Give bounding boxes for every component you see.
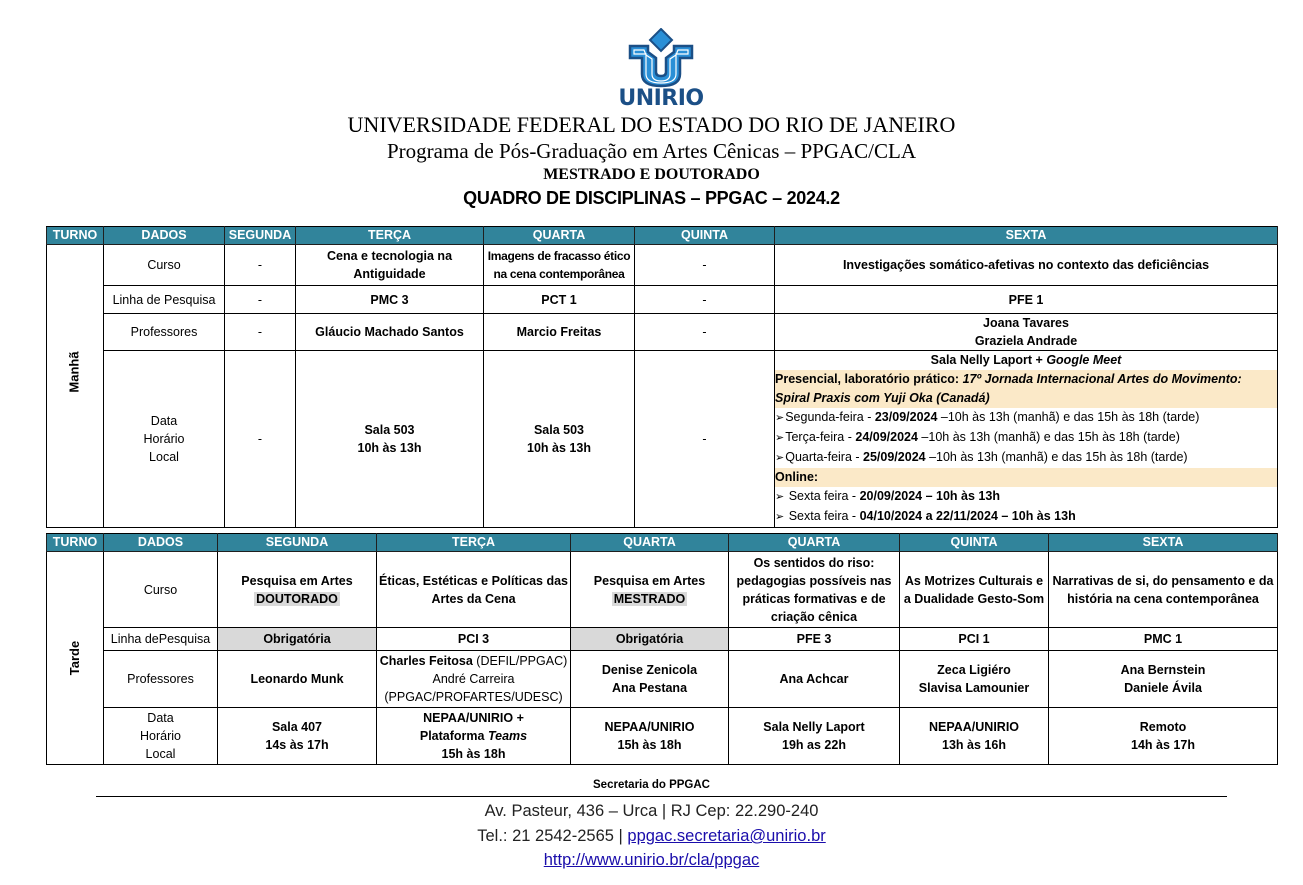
- cell-quarta-local: [484, 351, 635, 528]
- page-title: QUADRO DE DISCIPLINAS – PPGAC – 2024.2: [463, 188, 840, 208]
- cell-quinta-curso: -: [635, 245, 775, 286]
- col-header-quinta: QUINTA: [900, 534, 1049, 552]
- professor-name: Graziela Andrade: [974, 334, 1078, 348]
- footer-divider: [96, 796, 1227, 797]
- unirio-emblem-icon: [608, 28, 714, 88]
- session-date: 04/10/2024 a 22/11/2024 – 10h às 13h: [859, 509, 1076, 523]
- cell-quarta2-professores: Ana Achcar: [729, 651, 900, 708]
- col-header-terca: TERÇA: [296, 227, 484, 245]
- cell-quarta-curso: [571, 552, 729, 628]
- label-local: Local: [149, 450, 179, 464]
- row-label-curso: Curso: [104, 245, 225, 286]
- local-platform: Google Meet: [1046, 353, 1122, 367]
- university-name: UNIVERSIDADE FEDERAL DO ESTADO DO RIO DE JANEIRO: [347, 112, 956, 137]
- table-header-row: [47, 227, 1278, 245]
- session-date: 20/09/2024 – 10h às 13h: [859, 489, 1000, 503]
- session-day: Sexta feira -: [785, 509, 860, 523]
- time: 13h às 16h: [942, 738, 1006, 752]
- presencial-line: [775, 370, 1277, 389]
- time: 19h as 22h: [782, 738, 846, 752]
- session-item: [775, 408, 1277, 428]
- cell-terca-professores: Gláucio Machado Santos: [296, 314, 484, 351]
- row-label-linha: Linha de Pesquisa: [104, 286, 225, 314]
- arrow-bullet-icon: ➢: [775, 432, 785, 444]
- col-header-quarta: QUARTA: [484, 227, 635, 245]
- cell-segunda-professores: Leonardo Munk: [218, 651, 377, 708]
- table-row-local: [47, 351, 1278, 528]
- row-label-linha: Linha dePesquisa: [104, 628, 218, 651]
- col-header-turno: TURNO: [47, 227, 104, 245]
- presencial-event: 17º Jornada Internacional Artes do Movimento:: [962, 372, 1242, 386]
- row-label-professores: Professores: [104, 651, 218, 708]
- cell-quarta-professores: [571, 651, 729, 708]
- professor-name: Ana Pestana: [611, 681, 688, 695]
- professor-name: Denise Zenicola: [601, 663, 698, 677]
- cell-quinta-linha: -: [635, 286, 775, 314]
- col-header-dados: DADOS: [104, 227, 225, 245]
- sexta-local-title: [775, 351, 1277, 370]
- cell-quinta-professores: [900, 651, 1049, 708]
- col-header-terca: TERÇA: [377, 534, 571, 552]
- cell-quarta-local: [571, 708, 729, 765]
- professor-name: Joana Tavares: [983, 316, 1069, 330]
- cell-sexta-linha: PMC 1: [1049, 628, 1278, 651]
- cell-quinta-local: -: [635, 351, 775, 528]
- session-day: Terça-feira -: [785, 430, 856, 444]
- footer-phone: Tel.: 21 2542-2565 |: [477, 827, 628, 845]
- cell-terca-linha: PMC 3: [296, 286, 484, 314]
- turno-label: Manhã: [66, 351, 82, 393]
- cell-terca-curso: Éticas, Estéticas e Políticas das Artes da Cena: [377, 552, 571, 628]
- col-header-sexta: SEXTA: [775, 227, 1278, 245]
- footer-secretaria: Secretaria do PPGAC: [593, 779, 710, 791]
- turno-cell: [47, 245, 104, 528]
- professor-name: Ana Bernstein: [1120, 663, 1206, 677]
- footer-website: [0, 851, 1303, 870]
- room: Sala Nelly Laport: [763, 720, 865, 734]
- cell-segunda-linha: -: [225, 286, 296, 314]
- cell-terca-professores: [377, 651, 571, 708]
- online-session-item: [775, 487, 1277, 507]
- cell-sexta-curso: Narrativas de si, do pensamento e da história na cena contemporânea: [1049, 552, 1278, 628]
- table-row-curso: [47, 552, 1278, 628]
- cell-segunda-curso: [218, 552, 377, 628]
- website-link[interactable]: http://www.unirio.br/cla/ppgac: [543, 851, 760, 869]
- cell-terca-local: [377, 708, 571, 765]
- label-horario: Horário: [140, 729, 181, 743]
- cell-sexta-curso: Investigações somático-afetivas no contexto das deficiências: [775, 245, 1278, 286]
- session-item: [775, 448, 1277, 468]
- cell-quinta-local: [900, 708, 1049, 765]
- table-row-local: [47, 708, 1278, 765]
- arrow-bullet-icon: ➢: [775, 491, 785, 503]
- online-session-item: [775, 507, 1277, 527]
- footer-contact: [0, 827, 1303, 846]
- presencial-label: Presencial, laboratório prático:: [775, 372, 963, 386]
- label-data: Data: [150, 414, 178, 428]
- arrow-bullet-icon: ➢: [775, 511, 785, 523]
- cell-quarta-curso: Imagens de fracasso ético na cena contemporânea: [484, 245, 635, 286]
- col-header-turno: TURNO: [47, 534, 104, 552]
- cell-segunda-professores: -: [225, 314, 296, 351]
- cell-quinta-curso: As Motrizes Culturais e a Dualidade Gesto-Som: [900, 552, 1049, 628]
- course-level-badge: MESTRADO: [613, 591, 686, 606]
- course-name: Pesquisa em Artes: [241, 573, 353, 588]
- program-name: Programa de Pós-Graduação em Artes Cênicas – PPGAC/CLA: [387, 139, 916, 163]
- session-day: Quarta-feira -: [785, 450, 864, 464]
- online-label: Online:: [775, 468, 1277, 487]
- platform-label: Plataforma: [419, 729, 488, 743]
- cell-quinta-linha: PCI 1: [900, 628, 1049, 651]
- cell-sexta-professores: [1049, 651, 1278, 708]
- cell-segunda-local: -: [225, 351, 296, 528]
- table-row-linha: [47, 628, 1278, 651]
- email-link[interactable]: ppgac.secretaria@unirio.br: [627, 827, 826, 845]
- session-date: 23/09/2024: [874, 410, 938, 424]
- logo-text: UNIRIO: [618, 86, 704, 111]
- col-header-quarta-2: QUARTA: [729, 534, 900, 552]
- table-row-professores: [47, 314, 1278, 351]
- cell-terca-local: [296, 351, 484, 528]
- presencial-event-line2: Spiral Praxis com Yuji Oka (Canadá): [775, 389, 1277, 408]
- professor-affiliation: (PPGAC/PROFARTES/UDESC): [384, 690, 563, 704]
- turno-label: Tarde: [67, 640, 82, 676]
- cell-segunda-curso: -: [225, 245, 296, 286]
- room: Remoto: [1139, 720, 1187, 734]
- row-label-data-horario-local: [104, 708, 218, 765]
- time: 10h às 13h: [357, 441, 422, 455]
- col-header-segunda: SEGUNDA: [225, 227, 296, 245]
- col-header-quinta: QUINTA: [635, 227, 775, 245]
- label-data: Data: [147, 711, 174, 725]
- professor-name: André Carreira: [432, 672, 515, 686]
- cell-sexta-linha: PFE 1: [775, 286, 1278, 314]
- professor-name: Daniele Ávila: [1124, 681, 1202, 695]
- cell-quarta-linha: Obrigatória: [571, 628, 729, 651]
- session-time: –10h às 13h (manhã) e das 15h às 18h (tarde): [917, 430, 1180, 444]
- table-header-row: [47, 534, 1278, 552]
- program-level: MESTRADO E DOUTORADO: [543, 166, 760, 183]
- footer-address: Av. Pasteur, 436 – Urca | RJ Cep: 22.290-240: [484, 802, 819, 820]
- cell-sexta-local: [1049, 708, 1278, 765]
- arrow-bullet-icon: ➢: [775, 412, 785, 424]
- cell-sexta-local: [775, 351, 1278, 528]
- session-time: –10h às 13h (manhã) e das 15h às 18h (tarde): [937, 410, 1200, 424]
- cell-quarta-professores: Marcio Freitas: [484, 314, 635, 351]
- time: 15h às 18h: [441, 747, 506, 761]
- course-name: Pesquisa em Artes: [593, 573, 706, 588]
- professor-name: Zeca Ligiéro: [937, 663, 1011, 677]
- cell-quarta-linha: PCT 1: [484, 286, 635, 314]
- col-header-segunda: SEGUNDA: [218, 534, 377, 552]
- room: Sala 407: [271, 720, 323, 734]
- cell-quinta-professores: -: [635, 314, 775, 351]
- cell-segunda-linha: Obrigatória: [218, 628, 377, 651]
- professor-name: Charles Feitosa: [379, 654, 473, 668]
- room: Sala 503: [533, 423, 585, 437]
- arrow-bullet-icon: ➢: [775, 452, 785, 464]
- session-day: Segunda-feira -: [785, 410, 875, 424]
- col-header-quarta: QUARTA: [571, 534, 729, 552]
- label-local: Local: [145, 747, 176, 761]
- cell-quarta2-local: [729, 708, 900, 765]
- afternoon-schedule-table: [46, 533, 1278, 765]
- room: NEPAA/UNIRIO: [928, 720, 1020, 734]
- cell-terca-curso: Cena e tecnologia na Antiguidade: [296, 245, 484, 286]
- room: Sala 503: [364, 423, 415, 437]
- table-row-professores: [47, 651, 1278, 708]
- table-row-curso: [47, 245, 1278, 286]
- turno-cell: [47, 552, 104, 765]
- local-room: Sala Nelly Laport +: [930, 353, 1047, 367]
- session-date: 25/09/2024: [863, 450, 926, 464]
- session-time: –10h às 13h (manhã) e das 15h às 18h (tarde): [925, 450, 1188, 464]
- professor-name: Slavisa Lamounier: [918, 681, 1030, 695]
- time: 14s às 17h: [265, 738, 329, 752]
- label-horario: Horário: [143, 432, 185, 446]
- time: 10h às 13h: [527, 441, 591, 455]
- course-level-badge: DOUTORADO: [256, 591, 338, 606]
- cell-sexta-professores: [775, 314, 1278, 351]
- cell-quarta2-curso: Os sentidos do riso: pedagogias possíveis nas práticas formativas e de criação cênica: [729, 552, 900, 628]
- row-label-curso: Curso: [104, 552, 218, 628]
- cell-quarta2-linha: PFE 3: [729, 628, 900, 651]
- row-label-data-horario-local: [104, 351, 225, 528]
- col-header-sexta: SEXTA: [1049, 534, 1278, 552]
- room: NEPAA/UNIRIO +: [423, 711, 524, 725]
- room: NEPAA/UNIRIO: [604, 720, 695, 734]
- time: 15h às 18h: [617, 738, 682, 752]
- cell-segunda-local: [218, 708, 377, 765]
- session-item: [775, 428, 1277, 448]
- session-date: 24/09/2024: [855, 430, 918, 444]
- platform-name: Teams: [487, 729, 528, 743]
- morning-schedule-table: [46, 226, 1278, 528]
- cell-terca-linha: PCI 3: [377, 628, 571, 651]
- professor-affiliation: (DEFIL/PPGAC): [472, 654, 568, 668]
- session-day: Sexta feira -: [785, 489, 860, 503]
- table-row-linha: [47, 286, 1278, 314]
- col-header-dados: DADOS: [104, 534, 218, 552]
- unirio-logo: [608, 28, 714, 112]
- row-label-professores: Professores: [104, 314, 225, 351]
- time: 14h às 17h: [1131, 738, 1195, 752]
